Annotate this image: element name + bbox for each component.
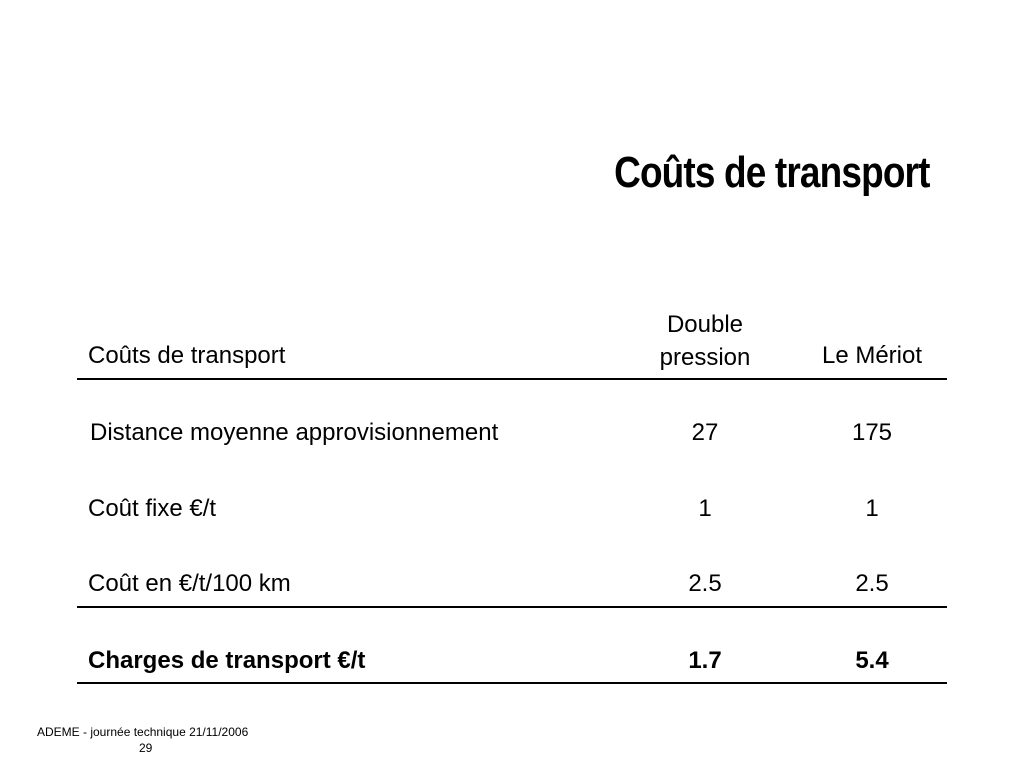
header-le-meriot: Le Mériot <box>821 342 923 369</box>
header-label: Coûts de transport <box>88 342 286 369</box>
page-number: 29 <box>139 741 153 755</box>
row-value-le-meriot: 175 <box>851 419 893 446</box>
header-double-pression: Double pression <box>659 311 751 371</box>
slide-title: Coûts de transport <box>614 148 930 197</box>
table-row <box>77 419 947 449</box>
table-header-row <box>77 306 947 378</box>
table-row <box>77 495 947 525</box>
footer-text: ADEME - journée technique 21/11/2006 <box>37 725 249 739</box>
table-rule-top <box>77 378 947 380</box>
table-row-total <box>77 647 947 677</box>
row-label: Coût fixe €/t <box>88 495 217 522</box>
row-value-le-meriot: 5.4 <box>855 647 889 674</box>
row-value-le-meriot: 1 <box>865 495 879 522</box>
row-label: Charges de transport €/t <box>88 647 366 674</box>
row-label: Coût en €/t/100 km <box>88 570 291 597</box>
row-label: Distance moyenne approvisionnement <box>90 419 499 446</box>
table-rule-middle <box>77 606 947 608</box>
row-value-double-pression: 1 <box>698 495 712 522</box>
table-rule-bottom <box>77 682 947 684</box>
transport-cost-table <box>77 306 947 674</box>
row-value-double-pression: 27 <box>691 419 719 446</box>
table-row <box>77 570 947 600</box>
row-value-double-pression: 2.5 <box>688 570 722 597</box>
row-value-le-meriot: 2.5 <box>855 570 889 597</box>
row-value-double-pression: 1.7 <box>688 647 722 674</box>
